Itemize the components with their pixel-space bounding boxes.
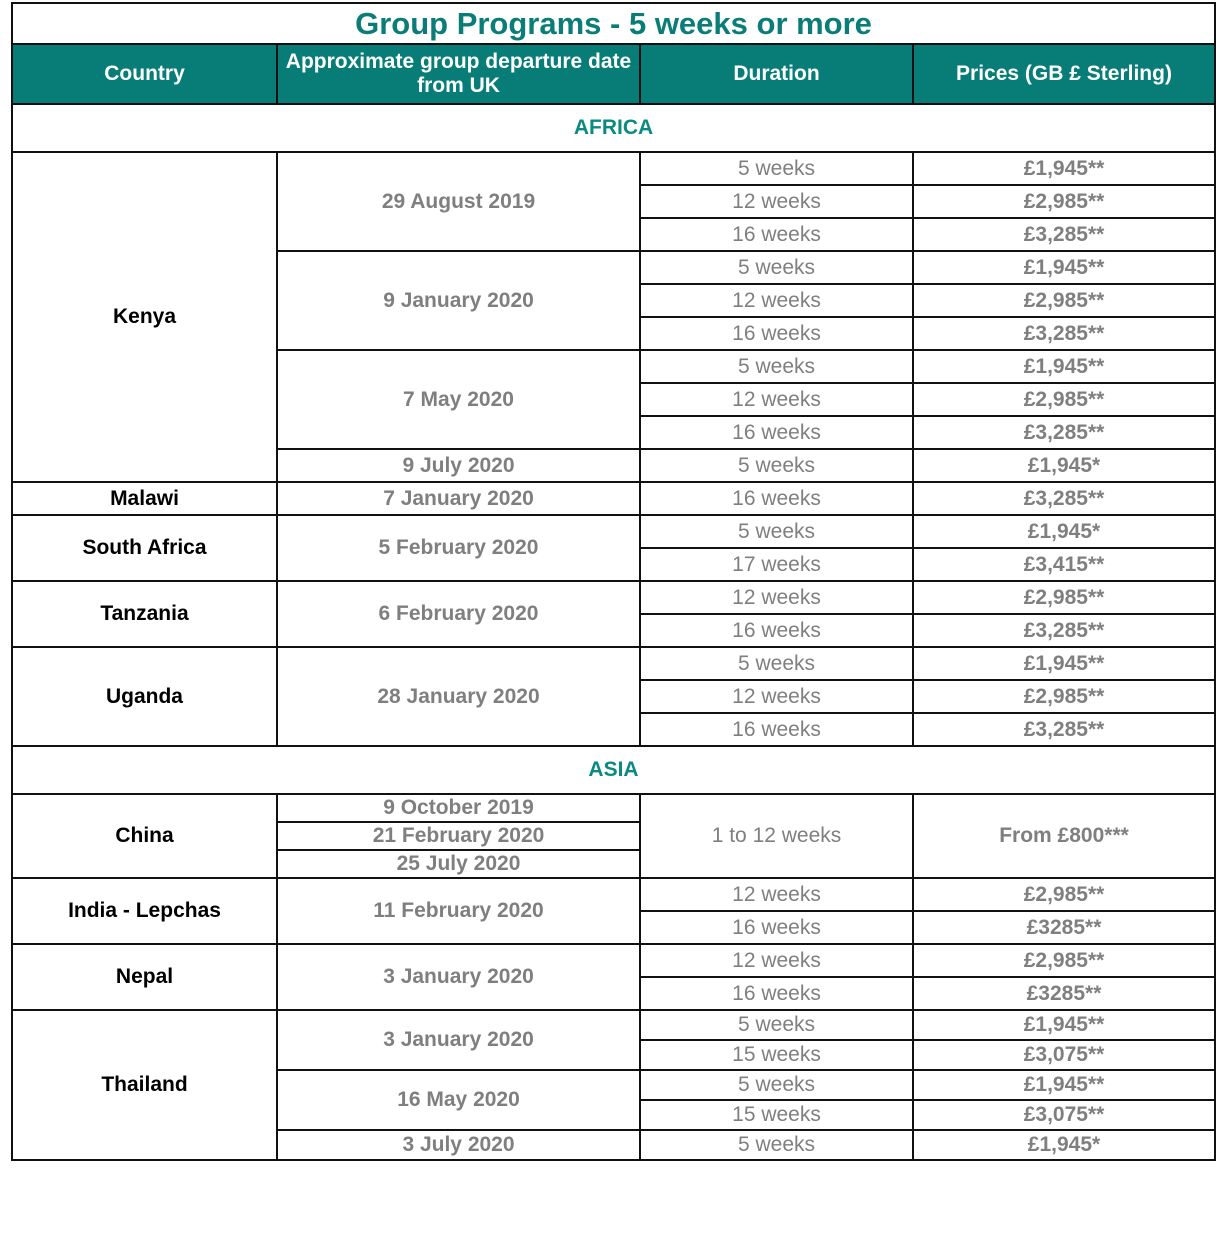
price-cell: £3,285**: [913, 218, 1215, 251]
country-cell: Tanzania: [12, 581, 277, 647]
price-cell: £3,075**: [913, 1100, 1215, 1130]
table-row: [12, 944, 1215, 977]
duration-cell: 5 weeks: [640, 647, 913, 680]
price-cell: £1,945**: [913, 1070, 1215, 1100]
country-cell: Uganda: [12, 647, 277, 746]
departure-date-cell: 3 January 2020: [277, 1010, 640, 1070]
duration-cell: 5 weeks: [640, 1010, 913, 1040]
departure-date-cell: 9 July 2020: [277, 449, 640, 482]
departure-date-cell: 5 February 2020: [277, 515, 640, 581]
price-cell: £3,285**: [913, 713, 1215, 746]
price-cell: £3285**: [913, 977, 1215, 1010]
country-cell: Thailand: [12, 1010, 277, 1160]
duration-cell: 12 weeks: [640, 284, 913, 317]
departure-date-cell: 25 July 2020: [277, 850, 640, 878]
price-cell: £2,985**: [913, 944, 1215, 977]
price-cell: £1,945**: [913, 647, 1215, 680]
price-cell: From £800***: [913, 794, 1215, 878]
price-cell: £2,985**: [913, 185, 1215, 218]
duration-cell: 12 weeks: [640, 581, 913, 614]
country-cell: Nepal: [12, 944, 277, 1010]
duration-cell: 12 weeks: [640, 680, 913, 713]
table-row: [12, 878, 1215, 911]
price-cell: £1,945*: [913, 1130, 1215, 1160]
duration-cell: 12 weeks: [640, 944, 913, 977]
country-cell: Kenya: [12, 152, 277, 482]
table-row: [12, 794, 1215, 822]
region-label: ASIA: [12, 746, 1215, 794]
table-row: [12, 152, 1215, 185]
departure-date-cell: 28 January 2020: [277, 647, 640, 746]
price-cell: £3285**: [913, 911, 1215, 944]
country-cell: Malawi: [12, 482, 277, 515]
duration-cell: 17 weeks: [640, 548, 913, 581]
price-cell: £2,985**: [913, 878, 1215, 911]
region-row: [12, 104, 1215, 152]
departure-date-cell: 3 July 2020: [277, 1130, 640, 1160]
price-cell: £1,945**: [913, 350, 1215, 383]
departure-date-cell: 16 May 2020: [277, 1070, 640, 1130]
table-row: [12, 647, 1215, 680]
duration-cell: 5 weeks: [640, 152, 913, 185]
header-duration: Duration: [640, 44, 913, 104]
duration-cell: 12 weeks: [640, 383, 913, 416]
price-cell: £1,945*: [913, 515, 1215, 548]
duration-cell: 12 weeks: [640, 185, 913, 218]
duration-cell: 5 weeks: [640, 251, 913, 284]
price-cell: £3,285**: [913, 317, 1215, 350]
duration-cell: 5 weeks: [640, 350, 913, 383]
header-row: [12, 44, 1215, 104]
departure-date-cell: 7 January 2020: [277, 482, 640, 515]
departure-date-cell: 21 February 2020: [277, 822, 640, 850]
duration-cell: 5 weeks: [640, 449, 913, 482]
duration-cell: 16 weeks: [640, 317, 913, 350]
country-cell: China: [12, 794, 277, 878]
country-cell: India - Lepchas: [12, 878, 277, 944]
price-cell: £1,945**: [913, 251, 1215, 284]
departure-date-cell: 7 May 2020: [277, 350, 640, 449]
duration-cell: 16 weeks: [640, 911, 913, 944]
duration-cell: 16 weeks: [640, 218, 913, 251]
duration-cell: 16 weeks: [640, 614, 913, 647]
table-row: [12, 581, 1215, 614]
price-cell: £3,285**: [913, 614, 1215, 647]
country-cell: South Africa: [12, 515, 277, 581]
duration-cell: 5 weeks: [640, 1130, 913, 1160]
price-cell: £1,945**: [913, 1010, 1215, 1040]
table-row: [12, 482, 1215, 515]
price-cell: £3,415**: [913, 548, 1215, 581]
price-cell: £3,285**: [913, 416, 1215, 449]
price-cell: £3,285**: [913, 482, 1215, 515]
departure-date-cell: 6 February 2020: [277, 581, 640, 647]
price-cell: £2,985**: [913, 284, 1215, 317]
table-row: [12, 515, 1215, 548]
duration-cell: 16 weeks: [640, 713, 913, 746]
duration-cell: 16 weeks: [640, 977, 913, 1010]
price-cell: £1,945**: [913, 152, 1215, 185]
title-row: [12, 3, 1215, 44]
duration-cell: 5 weeks: [640, 515, 913, 548]
duration-cell: 1 to 12 weeks: [640, 794, 913, 878]
price-cell: £2,985**: [913, 581, 1215, 614]
duration-cell: 5 weeks: [640, 1070, 913, 1100]
group-programs-table: [11, 2, 1216, 1161]
header-departure: Approximate group departure date from UK: [277, 44, 640, 104]
duration-cell: 16 weeks: [640, 416, 913, 449]
duration-cell: 15 weeks: [640, 1040, 913, 1070]
price-cell: £2,985**: [913, 383, 1215, 416]
header-country: Country: [12, 44, 277, 104]
duration-cell: 12 weeks: [640, 878, 913, 911]
region-label: AFRICA: [12, 104, 1215, 152]
table-title: Group Programs - 5 weeks or more: [12, 3, 1215, 44]
departure-date-cell: 9 October 2019: [277, 794, 640, 822]
duration-cell: 16 weeks: [640, 482, 913, 515]
price-cell: £2,985**: [913, 680, 1215, 713]
table-row: [12, 1010, 1215, 1040]
region-row: [12, 746, 1215, 794]
price-cell: £3,075**: [913, 1040, 1215, 1070]
departure-date-cell: 3 January 2020: [277, 944, 640, 1010]
departure-date-cell: 9 January 2020: [277, 251, 640, 350]
departure-date-cell: 11 February 2020: [277, 878, 640, 944]
price-cell: £1,945*: [913, 449, 1215, 482]
header-prices: Prices (GB £ Sterling): [913, 44, 1215, 104]
departure-date-cell: 29 August 2019: [277, 152, 640, 251]
duration-cell: 15 weeks: [640, 1100, 913, 1130]
